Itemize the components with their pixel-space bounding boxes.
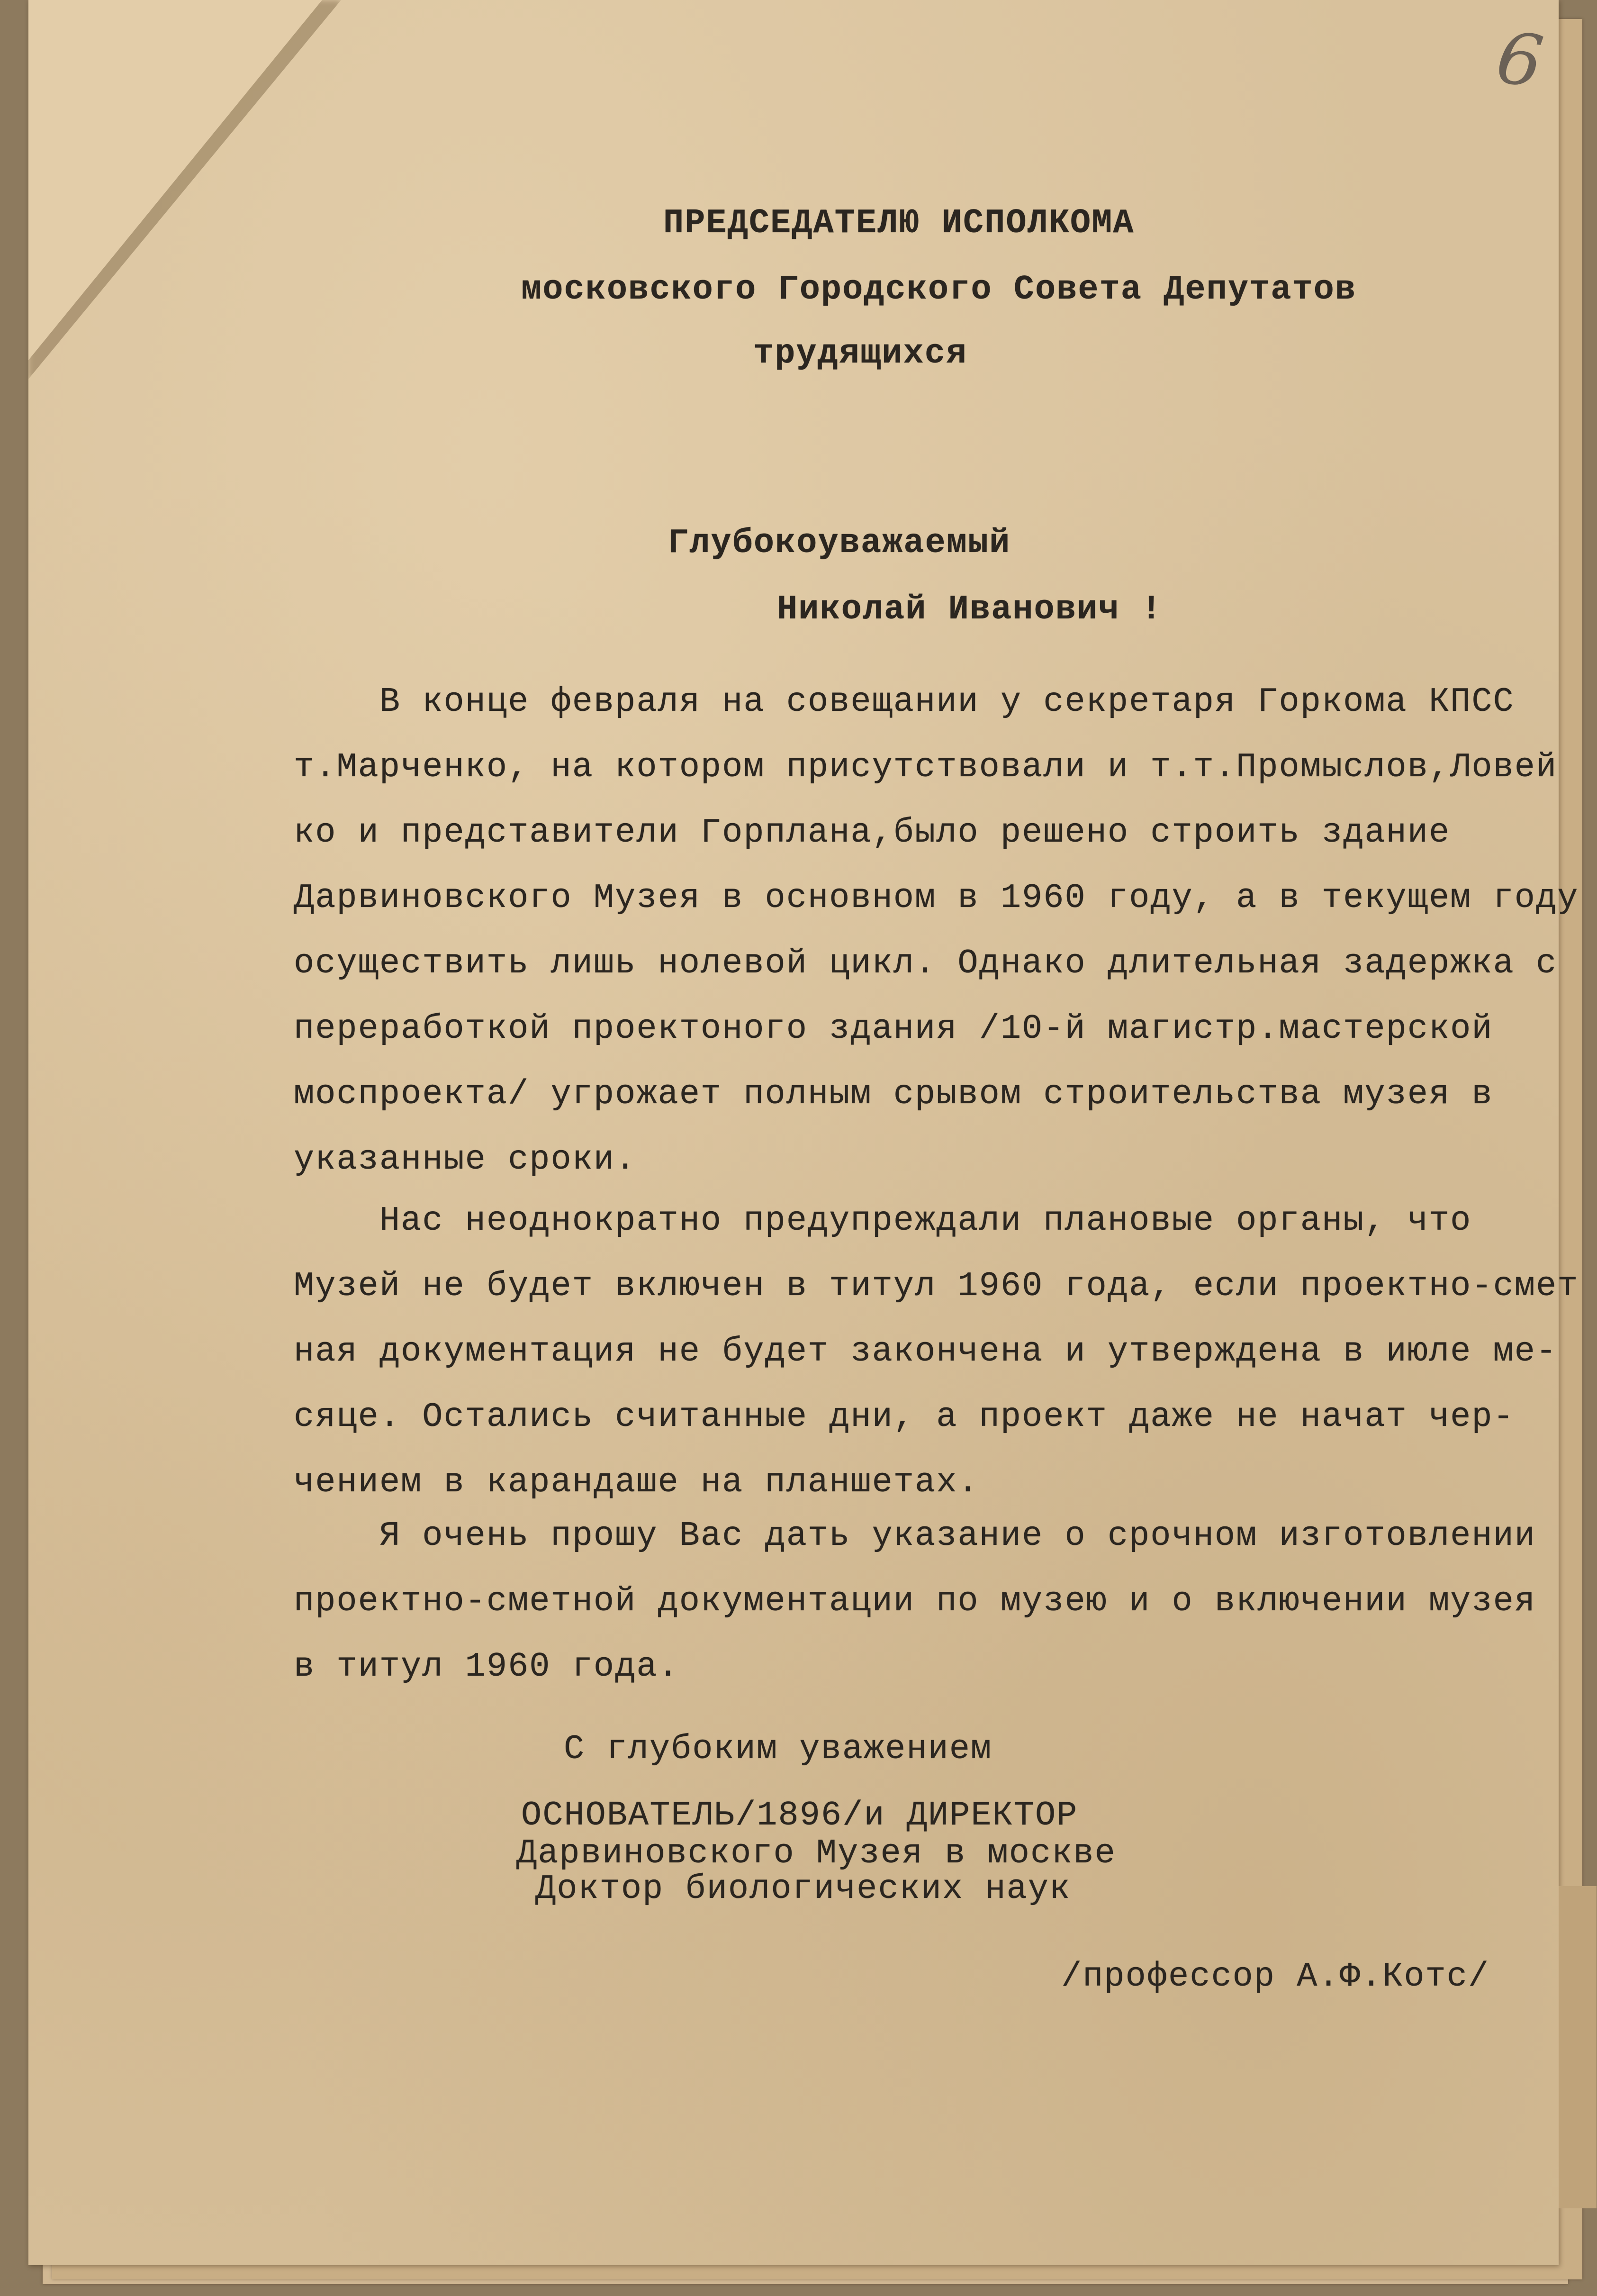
body-line: чением в карандаше на планшетах. [294, 1463, 979, 1502]
signature-name: /профессор А.Ф.Котс/ [1061, 1957, 1490, 1996]
body-line: В конце февраля на совещании у секретаря Горкома КПСС [294, 682, 1515, 721]
body-line: Нас неоднократно предупреждали плановые органы, что [294, 1201, 1472, 1240]
body-line: сяце. Остались считанные дни, а проект даже не начат чер- [294, 1398, 1515, 1436]
body-line: моспроекта/ угрожает полным срывом строительства музея в [294, 1075, 1493, 1114]
header-line-3: трудящихся [753, 334, 968, 373]
body-line: т.Марченко, на котором присутствовали и т.т.Промыслов,Ловей [294, 748, 1558, 787]
closing-regards: С глубоким уважением [564, 1730, 992, 1769]
body-line: Дарвиновского Музея в основном в 1960 году, а в текущем году [294, 879, 1579, 917]
signatory-title-3: Доктор биологических наук [535, 1869, 1071, 1908]
paper-edge [1559, 1886, 1597, 2208]
body-line: ная документация не будет закончена и утверждена в июле ме- [294, 1332, 1558, 1371]
body-line: Музей не будет включен в титул 1960 года, если проектно-смет [294, 1267, 1579, 1306]
body-line: осуществить лишь нолевой цикл. Однако длительная задержка с [294, 944, 1558, 983]
salutation-line-2: Николай Иванович ! [777, 590, 1163, 629]
letter-sheet [28, 0, 1579, 2265]
body-line: проектно-сметной документации по музею и о включении музея [294, 1582, 1536, 1621]
page-number: 6 [1491, 16, 1548, 104]
signatory-title-1: ОСНОВАТЕЛЬ/1896/и ДИРЕКТОР [521, 1796, 1078, 1835]
header-line-1: ПРЕДСЕДАТЕЛЮ ИСПОЛКОМА [663, 204, 1135, 243]
header-line-2: московского Городского Совета Депутатов [521, 270, 1357, 309]
body-line: указанные сроки. [294, 1140, 637, 1179]
body-line: переработкой проектоного здания /10-й магистр.мастерской [294, 1009, 1493, 1048]
folded-corner [28, 0, 322, 360]
signatory-title-2: Дарвиновского Музея в москве [516, 1834, 1116, 1873]
body-line: в титул 1960 года. [294, 1647, 679, 1686]
salutation-line-1: Глубокоуважаемый [668, 524, 1011, 563]
body-line: ко и представители Горплана,было решено строить здание [294, 813, 1451, 852]
body-line: Я очень прошу Вас дать указание о срочном изготовлении [294, 1516, 1536, 1555]
